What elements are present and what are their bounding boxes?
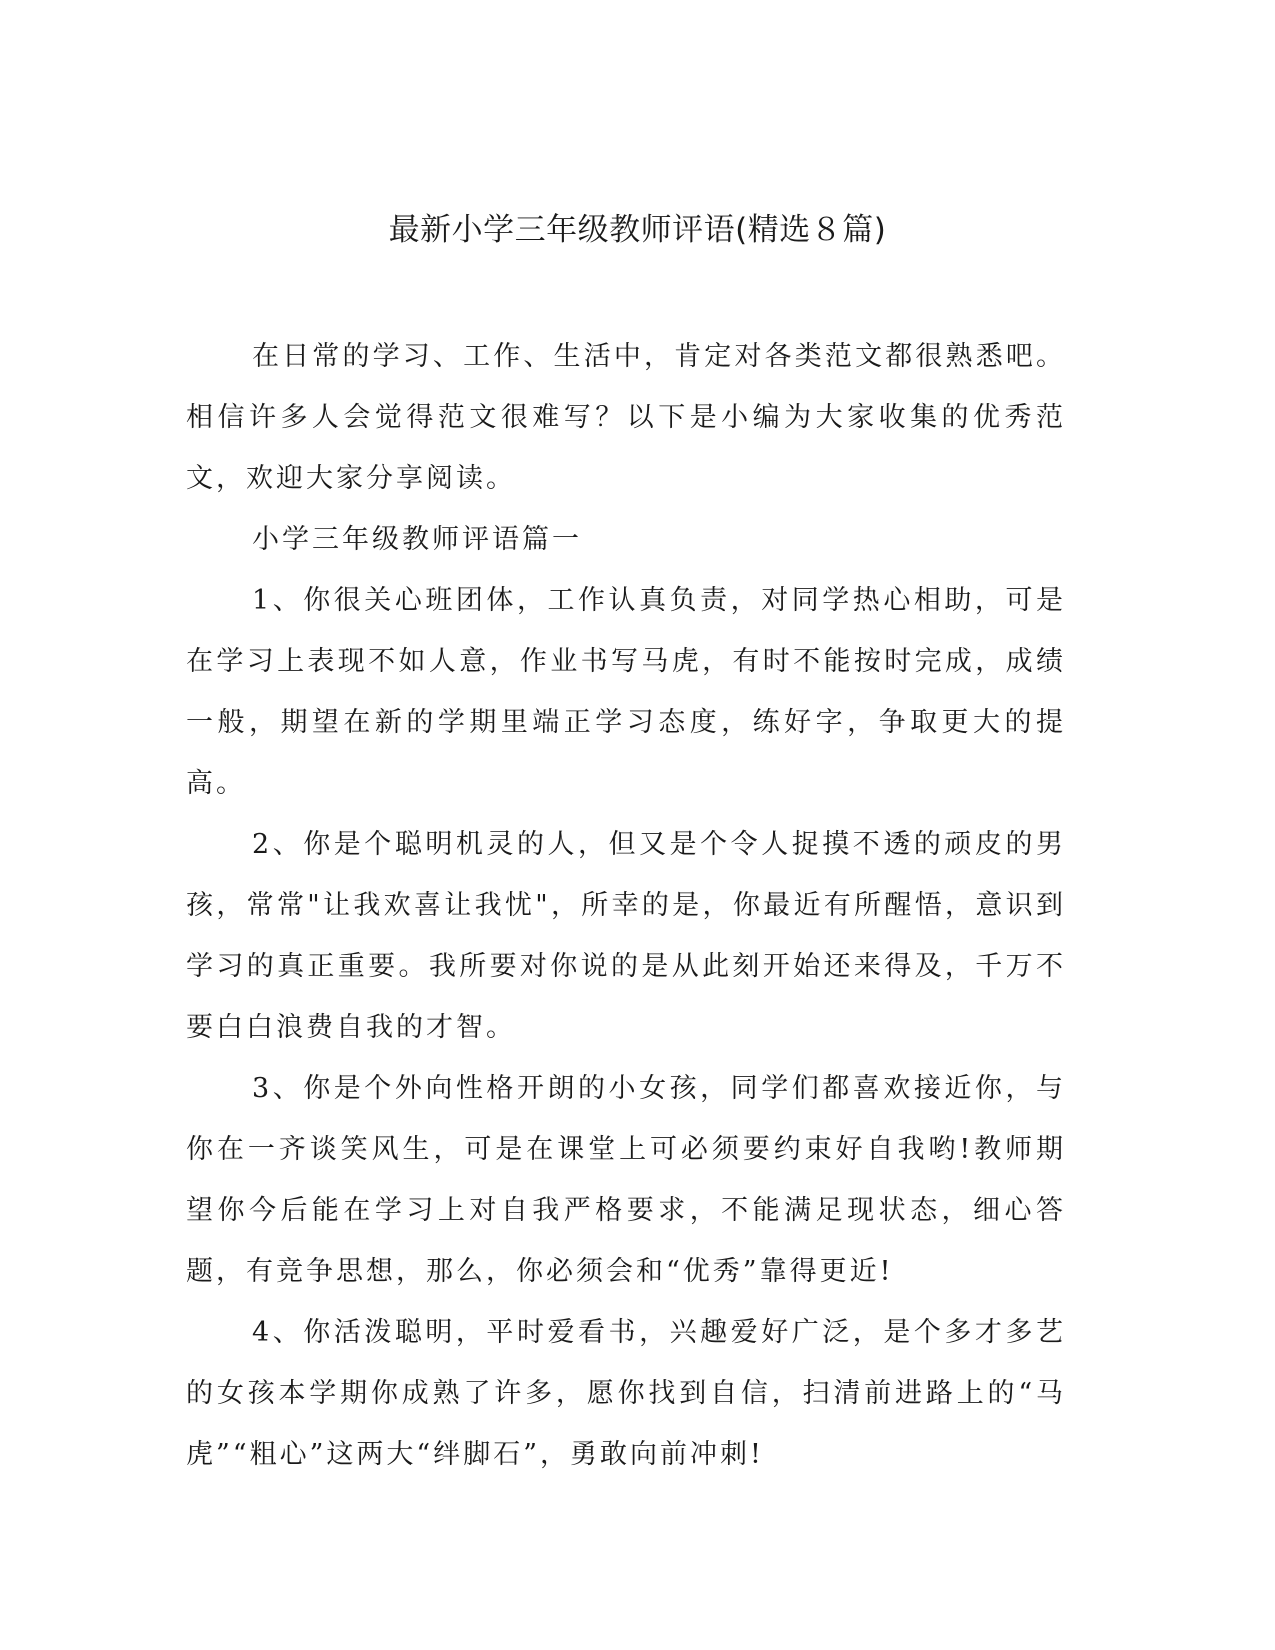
- comment-paragraph-3: 3、你是个外向性格开朗的小女孩，同学们都喜欢接近你，与你在一齐谈笑风生，可是在课堂上可必须要约束好自我哟!教师期望你今后能在学习上对自我严格要求，不能满足现状态，细心答题，有竞争思想，那么，你必须会和“优秀”靠得更近!: [186, 1073, 1066, 1287]
- intro-paragraph: 在日常的学习、工作、生活中，肯定对各类范文都很熟悉吧。相信许多人会觉得范文很难写？以下是小编为大家收集的优秀范文，欢迎大家分享阅读。: [186, 341, 1066, 494]
- section-heading: 小学三年级教师评语篇一: [252, 524, 582, 555]
- comment-paragraph-2: 2、你是个聪明机灵的人，但又是个令人捉摸不透的顽皮的男孩，常常"让我欢喜让我忧"，所幸的是，你最近有所醒悟，意识到学习的真正重要。我所要对你说的是从此刻开始还来得及，千万不要白白浪费自我的才智。: [186, 829, 1066, 1043]
- comment-paragraph-4: 4、你活泼聪明，平时爱看书，兴趣爱好广泛，是个多才多艺的女孩本学期你成熟了许多，愿你找到自信，扫清前进路上的“马虎”“粗心”这两大“绊脚石”，勇敢向前冲刺!: [186, 1317, 1066, 1470]
- document-body: [186, 326, 1066, 1485]
- comment-paragraph-1: 1、你很关心班团体，工作认真负责，对同学热心相助，可是在学习上表现不如人意，作业书写马虎，有时不能按时完成，成绩一般，期望在新的学期里端正学习态度，练好字，争取更大的提高。: [186, 585, 1066, 799]
- document-title: 最新小学三年级教师评语(精选８篇): [388, 212, 887, 248]
